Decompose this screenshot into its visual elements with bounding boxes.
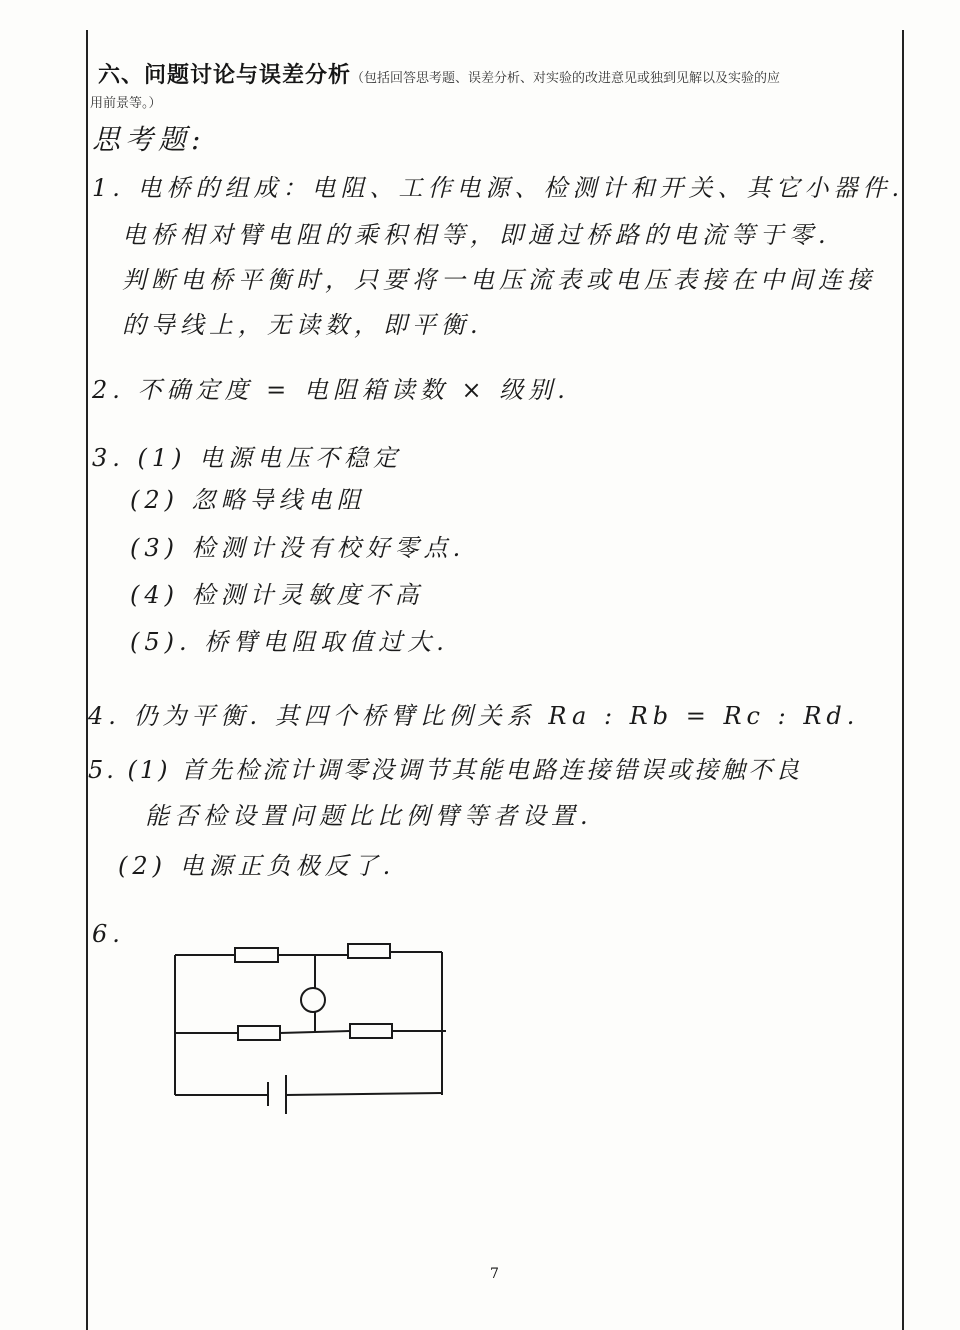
answer-3-item-4: (4) 检测计灵敏度不高 (130, 581, 424, 609)
section-instructions: （包括回答思考题、误差分析、对实验的改进意见或独到见解以及实验的应 (351, 71, 781, 86)
section-title: 六、问题讨论与误差分析 (98, 63, 352, 88)
resistor-top-right (348, 944, 390, 958)
answer-3-item-1: 3. (1) 电源电压不稳定 (92, 444, 403, 472)
answer-1-line-1: 1. 电桥的组成：电阻、工作电源、检测计和开关、其它小器件. (92, 174, 905, 202)
answer-4: 4. 仍为平衡. 其四个桥臂比例关系 Ra : Rb = Rc : Rd. (88, 702, 860, 730)
answer-3-item-3: (3) 检测计没有校好零点. (130, 534, 466, 562)
section-instructions-cont: 用前景等。） (90, 96, 162, 111)
thinking-questions-label: 思考题: (92, 123, 206, 156)
top-wire (175, 952, 442, 955)
answer-1-line-4: 的导线上，无读数，即平衡. (122, 311, 483, 339)
wheatstone-bridge-diagram (160, 930, 460, 1120)
answer-1-line-3: 判断电桥平衡时，只要将一电压流表或电压表接在中间连接 (122, 266, 876, 294)
answer-3-item-5: (5). 桥臂电阻取值过大. (130, 628, 449, 656)
answer-5-line-2: 能否检设置问题比比例臂等者设置. (145, 802, 593, 830)
resistor-bottom-right (350, 1024, 392, 1038)
galvanometer-icon (301, 988, 325, 1012)
answer-5-line-3: (2) 电源正负极反了. (118, 852, 396, 880)
battery-icon (268, 1075, 286, 1114)
answer-1-line-2: 电桥相对臂电阻的乘积相等，即通过桥路的电流等于零. (122, 221, 831, 249)
answer-2: 2. 不确定度 = 电阻箱读数 × 级别. (92, 376, 570, 404)
middle-wire (175, 1031, 446, 1033)
page-number: 7 (490, 1266, 499, 1282)
answer-5-line-1: 5. (1) 首先检流计调零没调节其能电路连接错误或接触不良 (88, 756, 803, 784)
resistor-top-left (235, 948, 278, 962)
answer-3-item-2: (2) 忽略导线电阻 (130, 486, 366, 514)
resistor-bottom-left (238, 1026, 280, 1040)
section-heading (98, 58, 780, 89)
answer-6-label: 6. (92, 920, 125, 948)
